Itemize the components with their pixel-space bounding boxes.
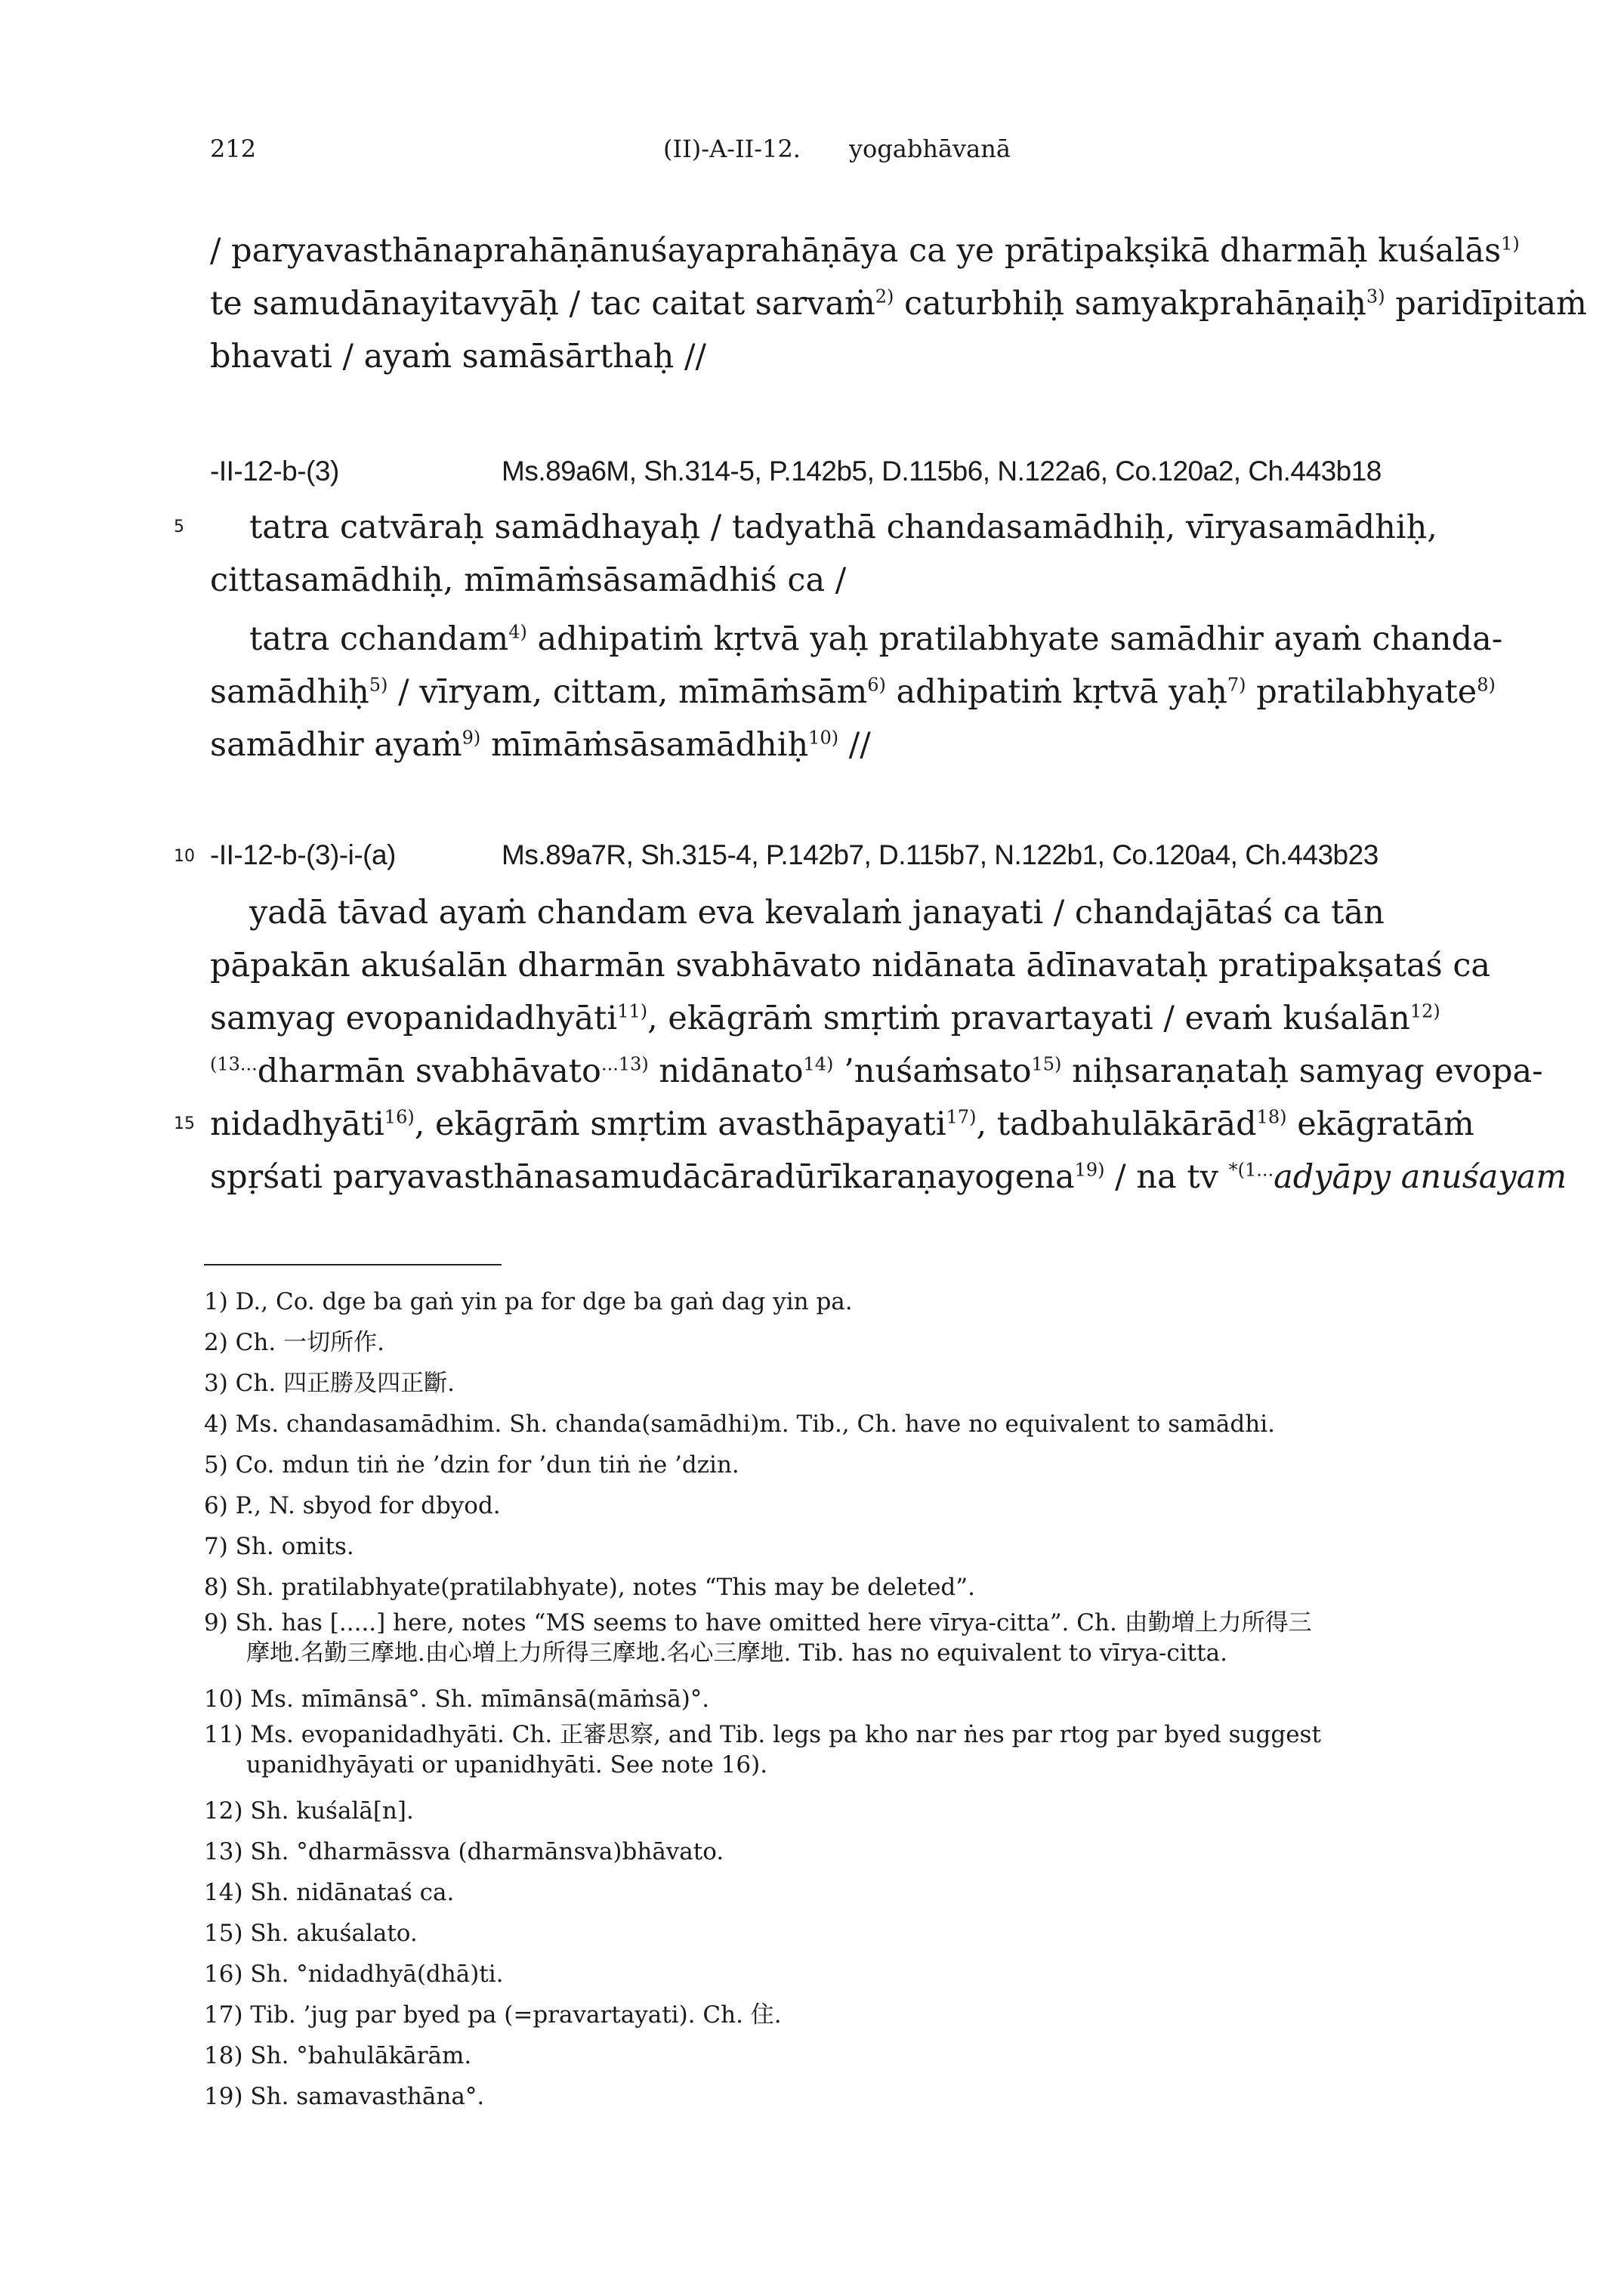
body-line: samādhir ayaṁ$^{9)}$ mīmāṁsāsamādhiḥ$^{10)}$ //	[210, 726, 871, 764]
body-line-3: bhavati / ayaṁ samāsārthaḥ //	[210, 338, 706, 375]
line-number: 5	[174, 518, 184, 536]
body-line: spṛśati paryavasthānasamudācāradūrīkaraṇayogena$^{19)}$ / na tv $^{*(1...}$adyāpy anuśayam	[210, 1158, 1567, 1196]
footnote: 11) Ms. evopanidadhyāti. Ch. 正審思察, and Tib. legs pa kho nar ṅes par rtog par byed suggest	[204, 1721, 1321, 1748]
manuscript-refs: Ms.89a6M, Sh.314-5, P.142b5, D.115b6, N.122a6, Co.120a2, Ch.443b18	[502, 456, 1382, 487]
body-line: nidadhyāti$^{16)}$, ekāgrāṁ smṛtim avasthāpayati$^{17)}$, tadbahulākārād$^{18)}$ ekāgratāṁ	[210, 1105, 1474, 1143]
body-line: samādhiḥ$^{5)}$ / vīryam, cittam, mīmāṁsām$^{6)}$ adhipatiṁ kṛtvā yaḥ$^{7)}$ pratilabhyate$^{8)}$	[210, 673, 1496, 711]
footnote: 18) Sh. °bahulākārām.	[204, 2042, 472, 2069]
footnote: 7) Sh. omits.	[204, 1533, 354, 1560]
footnote: 14) Sh. nidānataś ca.	[204, 1879, 455, 1906]
body-line: tatra cchandam$^{4)}$ adhipatiṁ kṛtvā yaḥ pratilabhyate samādhir ayaṁ chanda-	[249, 620, 1503, 658]
footnote: 12) Sh. kuśalā[n].	[204, 1797, 414, 1825]
line-number: 10	[174, 847, 195, 866]
footnote: 8) Sh. pratilabhyate(pratilabhyate), notes “This may be deleted”.	[204, 1574, 975, 1601]
footnote-continuation: upanidhyāyati or upanidhyāti. See note 16).	[246, 1751, 768, 1778]
footnotes	[204, 1281, 1443, 2117]
footnote: 13) Sh. °dharmāssva (dharmānsva)bhāvato.	[204, 1838, 724, 1865]
running-title: (II)-A-II-12. yogabhāvanā	[663, 134, 1011, 163]
body-line: yadā tāvad ayaṁ chandam eva kevalaṁ janayati / chandajātaś ca tān	[249, 894, 1385, 932]
footnote: 19) Sh. samavasthāna°.	[204, 2083, 485, 2110]
page-number: 212	[210, 134, 257, 163]
footnote: 9) Sh. has [.....] here, notes “MS seems to have omitted here vīrya-citta”. Ch. 由勤増上力所得三	[204, 1609, 1312, 1636]
footnote: 16) Sh. °nidadhyā(dhā)ti.	[204, 1961, 504, 1988]
section-ref-id: -II-12-b-(3)-i-(a)	[210, 839, 396, 870]
footnote: 10) Ms. mīmānsā°. Sh. mīmānsā(māṁsā)°.	[204, 1686, 710, 1713]
footnote: 5) Co. mdun tiṅ ṅe ’dzin for ’dun tiṅ ṅe ’dzin.	[204, 1451, 739, 1479]
footnote-continuation: 摩地.名勤三摩地.由心増上力所得三摩地.名心三摩地. Tib. has no equivalent to vīrya-citta.	[246, 1639, 1227, 1667]
footnote: 4) Ms. chandasamādhim. Sh. chanda(samādhi)m. Tib., Ch. have no equivalent to samādhi.	[204, 1411, 1275, 1438]
body-line: cittasamādhiḥ, mīmāṁsāsamādhiś ca /	[210, 561, 847, 599]
line-number: 15	[174, 1114, 195, 1133]
body-line: tatra catvāraḥ samādhayaḥ / tadyathā chandasamādhiḥ, vīryasamādhiḥ,	[249, 508, 1437, 546]
body-line-2: te samudānayitavyāḥ / tac caitat sarvaṁ$^{2)}$ caturbhiḥ samyakprahāṇaiḥ$^{3)}$ paridīpitaṁ	[210, 285, 1587, 323]
body-line-1: / paryavasthānaprahāṇānuśayaprahāṇāya ca ye prātipakṣikā dharmāḥ kuśalās$^{1)}$	[210, 232, 1520, 270]
body-line: pāpakān akuśalān dharmān svabhāvato nidānata ādīnavataḥ pratipakṣataś ca	[210, 947, 1491, 984]
footnote: 17) Tib. ’jug par byed pa (=pravartayati). Ch. 住.	[204, 2001, 782, 2029]
footnote: 2) Ch. 一切所作.	[204, 1329, 384, 1356]
body-line: $^{(13...}$dharmān svabhāvato$^{...13)}$ nidānato$^{14)}$ ’nuśaṁsato$^{15)}$ niḥsaraṇataḥ samyag evopa-	[210, 1052, 1543, 1090]
footnote-divider	[204, 1264, 502, 1265]
manuscript-refs: Ms.89a7R, Sh.315-4, P.142b7, D.115b7, N.122b1, Co.120a4, Ch.443b23	[502, 839, 1379, 870]
footnote: 1) D., Co. dge ba gaṅ yin pa for dge ba gaṅ dag yin pa.	[204, 1288, 853, 1315]
body-line: samyag evopanidadhyāti$^{11)}$, ekāgrāṁ smṛtiṁ pravartayati / evaṁ kuśalān$^{12)}$	[210, 1000, 1440, 1037]
section-ref-id: -II-12-b-(3)	[210, 456, 339, 487]
footnote: 6) P., N. sbyod for dbyod.	[204, 1492, 501, 1519]
footnote: 15) Sh. akuśalato.	[204, 1920, 418, 1947]
running-head	[0, 134, 1624, 172]
footnote: 3) Ch. 四正勝及四正斷.	[204, 1370, 455, 1397]
